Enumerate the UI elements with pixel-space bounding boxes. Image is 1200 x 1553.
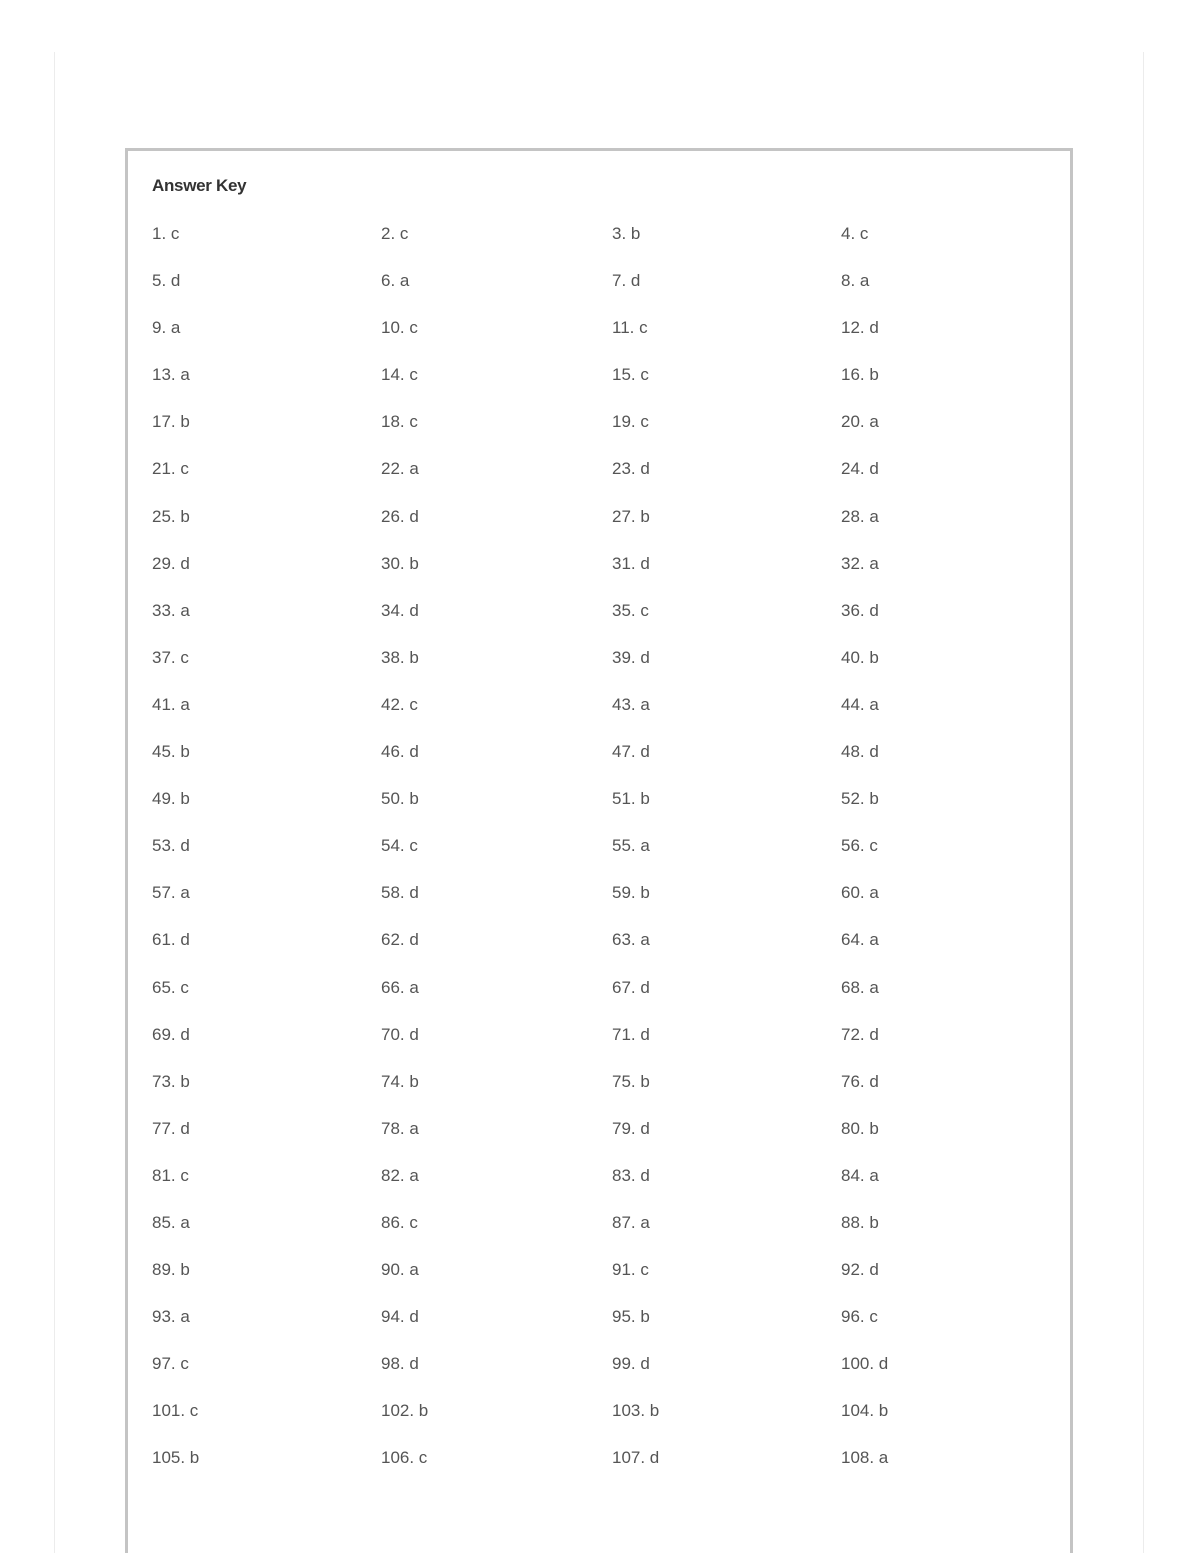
- answer-item: 106. c: [381, 1448, 428, 1468]
- answer-item: 87. a: [612, 1212, 650, 1232]
- answer-item: 80. b: [841, 1118, 879, 1138]
- answer-item: 41. a: [152, 694, 190, 714]
- answer-item: 18. c: [381, 412, 418, 432]
- answer-item: 83. d: [612, 1165, 650, 1185]
- answer-item: 73. b: [152, 1071, 190, 1091]
- answer-item: 90. a: [381, 1260, 419, 1280]
- answer-item: 69. d: [152, 1024, 190, 1044]
- answer-item: 85. a: [152, 1212, 190, 1232]
- answer-item: 3. b: [612, 224, 641, 243]
- answer-item: 46. d: [381, 742, 419, 762]
- answer-item: 75. b: [612, 1071, 650, 1091]
- answer-item: 92. d: [841, 1260, 879, 1280]
- answer-item: 33. a: [152, 600, 190, 620]
- answer-item: 23. d: [612, 459, 650, 479]
- answer-item: 47. d: [612, 742, 650, 762]
- answer-item: 62. d: [381, 930, 419, 950]
- answer-item: 15. c: [612, 365, 649, 385]
- answer-item: 2. c: [381, 224, 409, 243]
- answer-item: 42. c: [381, 694, 418, 714]
- answer-item: 28. a: [841, 506, 879, 526]
- answer-item: 71. d: [612, 1024, 650, 1044]
- answer-item: 8. a: [841, 271, 870, 291]
- answer-item: 39. d: [612, 647, 650, 667]
- answer-item: 1. c: [152, 224, 180, 243]
- answer-item: 32. a: [841, 553, 879, 573]
- answer-item: 53. d: [152, 836, 190, 856]
- answer-item: 82. a: [381, 1165, 419, 1185]
- answer-item: 40. b: [841, 647, 879, 667]
- answer-item: 4. c: [841, 224, 869, 243]
- answer-item: 37. c: [152, 647, 189, 667]
- answer-item: 21. c: [152, 459, 189, 479]
- answer-item: 12. d: [841, 318, 879, 338]
- answer-item: 93. a: [152, 1307, 190, 1327]
- answer-item: 88. b: [841, 1212, 879, 1232]
- answer-item: 48. d: [841, 742, 879, 762]
- answer-item: 108. a: [841, 1448, 889, 1468]
- answer-item: 49. b: [152, 789, 190, 809]
- answer-item: 6. a: [381, 271, 410, 291]
- answer-item: 20. a: [841, 412, 879, 432]
- answer-item: 89. b: [152, 1260, 190, 1280]
- answer-item: 66. a: [381, 977, 419, 997]
- answer-item: 59. b: [612, 883, 650, 903]
- answer-item: 26. d: [381, 506, 419, 526]
- answer-item: 56. c: [841, 836, 878, 856]
- answer-item: 94. d: [381, 1307, 419, 1327]
- answer-item: 100. d: [841, 1354, 889, 1374]
- answer-grid: [152, 223, 1052, 1495]
- answer-item: 10. c: [381, 318, 418, 338]
- answer-item: 50. b: [381, 789, 419, 809]
- answer-item: 24. d: [841, 459, 879, 479]
- answer-item: 79. d: [612, 1118, 650, 1138]
- answer-item: 76. d: [841, 1071, 879, 1091]
- answer-item: 74. b: [381, 1071, 419, 1091]
- answer-item: 35. c: [612, 600, 649, 620]
- answer-item: 81. c: [152, 1165, 189, 1185]
- answer-item: 11. c: [612, 318, 648, 338]
- answer-item: 77. d: [152, 1118, 190, 1138]
- answer-item: 63. a: [612, 930, 650, 950]
- answer-item: 68. a: [841, 977, 879, 997]
- answer-item: 78. a: [381, 1118, 419, 1138]
- answer-item: 31. d: [612, 553, 650, 573]
- answer-item: 104. b: [841, 1401, 889, 1421]
- answer-item: 51. b: [612, 789, 650, 809]
- answer-item: 96. c: [841, 1307, 878, 1327]
- answer-item: 98. d: [381, 1354, 419, 1374]
- answer-item: 14. c: [381, 365, 418, 385]
- answer-item: 44. a: [841, 694, 879, 714]
- answer-item: 60. a: [841, 883, 879, 903]
- answer-key-box: [125, 148, 1073, 1553]
- answer-item: 101. c: [152, 1401, 199, 1421]
- answer-item: 102. b: [381, 1401, 429, 1421]
- answer-item: 70. d: [381, 1024, 419, 1044]
- answer-item: 103. b: [612, 1401, 660, 1421]
- answer-item: 54. c: [381, 836, 418, 856]
- answer-item: 84. a: [841, 1165, 879, 1185]
- answer-item: 91. c: [612, 1260, 649, 1280]
- answer-item: 22. a: [381, 459, 419, 479]
- answer-item: 64. a: [841, 930, 879, 950]
- answer-item: 99. d: [612, 1354, 650, 1374]
- answer-item: 9. a: [152, 318, 181, 338]
- answer-item: 13. a: [152, 365, 190, 385]
- answer-item: 95. b: [612, 1307, 650, 1327]
- answer-item: 29. d: [152, 553, 190, 573]
- answer-item: 58. d: [381, 883, 419, 903]
- answer-item: 67. d: [612, 977, 650, 997]
- answer-item: 45. b: [152, 742, 190, 762]
- answer-item: 5. d: [152, 271, 181, 291]
- answer-item: 107. d: [612, 1448, 660, 1468]
- answer-item: 25. b: [152, 506, 190, 526]
- answer-item: 65. c: [152, 977, 189, 997]
- answer-item: 7. d: [612, 271, 641, 291]
- answer-key-title: Answer Key: [152, 176, 247, 195]
- answer-item: 38. b: [381, 647, 419, 667]
- answer-item: 17. b: [152, 412, 190, 432]
- answer-item: 57. a: [152, 883, 190, 903]
- answer-item: 105. b: [152, 1448, 200, 1468]
- answer-item: 86. c: [381, 1212, 418, 1232]
- answer-item: 61. d: [152, 930, 190, 950]
- answer-item: 55. a: [612, 836, 650, 856]
- answer-item: 43. a: [612, 694, 650, 714]
- answer-item: 19. c: [612, 412, 649, 432]
- answer-item: 52. b: [841, 789, 879, 809]
- answer-item: 34. d: [381, 600, 419, 620]
- answer-item: 97. c: [152, 1354, 189, 1374]
- answer-item: 36. d: [841, 600, 879, 620]
- answer-item: 16. b: [841, 365, 879, 385]
- answer-item: 30. b: [381, 553, 419, 573]
- answer-item: 27. b: [612, 506, 650, 526]
- answer-item: 72. d: [841, 1024, 879, 1044]
